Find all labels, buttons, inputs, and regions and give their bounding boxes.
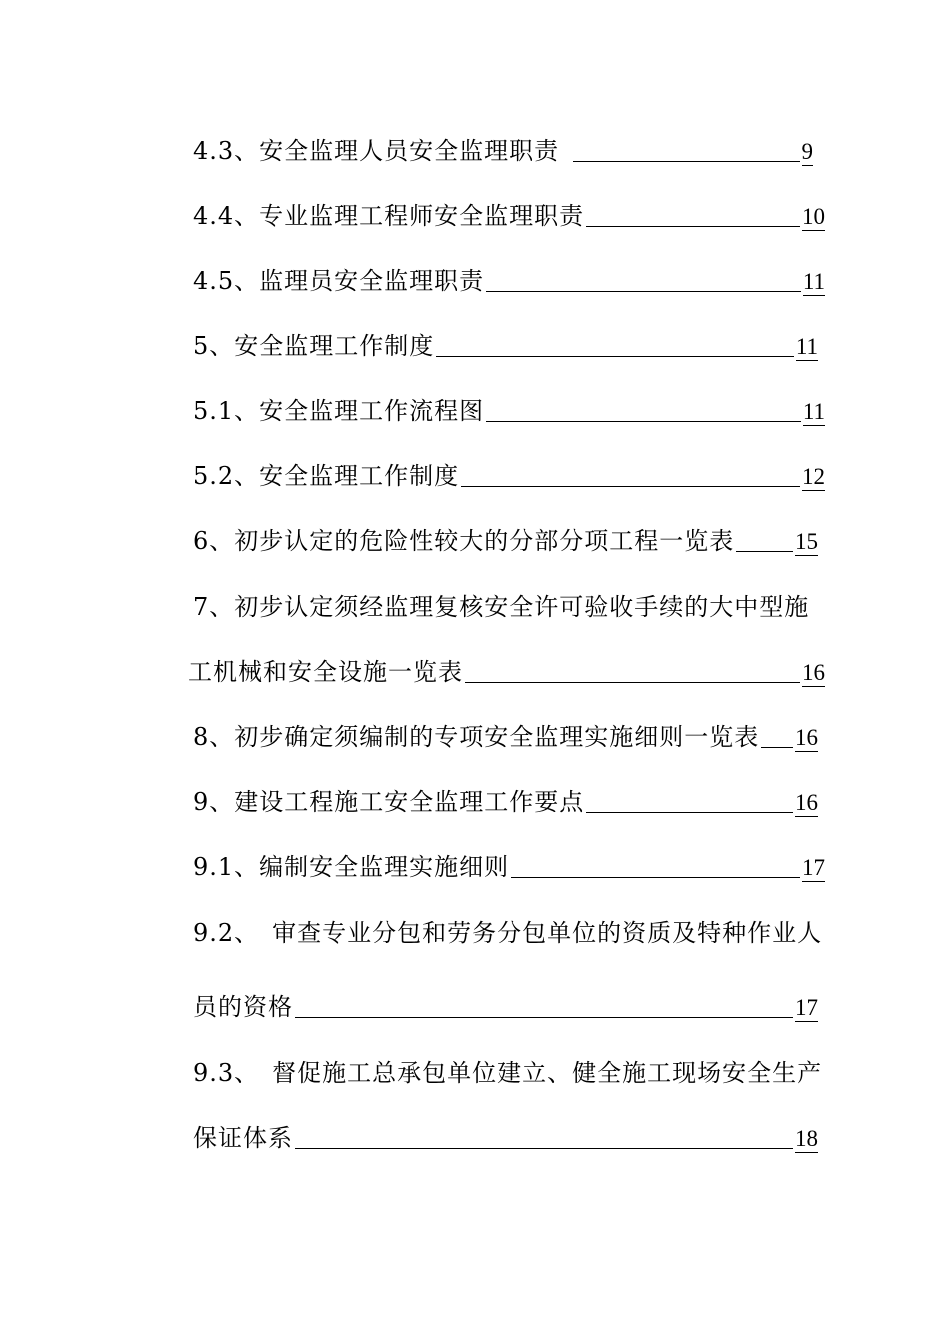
toc-entry-title-line1[interactable]: 9.3、 督促施工总承包单位建立、健全施工现场安全生产 <box>193 1059 823 1087</box>
toc-page-number: 16 <box>802 660 825 685</box>
toc-entry[interactable] <box>193 461 825 491</box>
toc-leader-line <box>586 812 793 813</box>
toc-entry[interactable] <box>193 331 818 361</box>
toc-page-number: 15 <box>795 529 818 554</box>
toc-entry[interactable] <box>193 787 818 817</box>
toc-page-number: 16 <box>795 790 818 815</box>
toc-entry[interactable] <box>193 396 825 426</box>
toc-entry-title: 5.1、安全监理工作流程图 <box>193 397 485 425</box>
toc-entry[interactable] <box>188 657 825 687</box>
toc-entry-title-line1[interactable]: 9.2、 审查专业分包和劳务分包单位的资质及特种作业人 <box>193 919 823 947</box>
toc-page-number: 11 <box>802 399 825 424</box>
toc-page-number: 17 <box>802 855 825 880</box>
toc-page-number: 17 <box>795 995 818 1020</box>
toc-leader-line <box>295 1017 793 1018</box>
toc-leader-line <box>486 421 801 422</box>
toc-entry-title: 4.3、安全监理人员安全监理职责 <box>193 137 560 165</box>
toc-entry[interactable] <box>193 201 825 231</box>
toc-page-number: 11 <box>795 334 818 359</box>
toc-leader-line <box>436 356 794 357</box>
toc-entry-title: 9、建设工程施工安全监理工作要点 <box>193 788 585 816</box>
toc-entry-title: 8、初步确定须编制的专项安全监理实施细则一览表 <box>193 723 760 751</box>
toc-entry-title: 9.1、编制安全监理实施细则 <box>193 853 510 881</box>
toc-entry-title: 4.5、监理员安全监理职责 <box>193 267 485 295</box>
toc-page-number: 18 <box>795 1126 818 1151</box>
toc-page-number: 10 <box>802 204 825 229</box>
toc-entry[interactable] <box>193 852 825 882</box>
toc-entry-title-line2: 保证体系 <box>193 1124 293 1152</box>
toc-leader-line <box>761 747 793 748</box>
toc-leader-line <box>573 161 799 162</box>
toc-entry[interactable] <box>193 526 818 556</box>
toc-page-number: 11 <box>802 269 825 294</box>
toc-leader-line <box>465 682 800 683</box>
toc-entry[interactable] <box>193 1123 818 1153</box>
toc-entry-title-line2: 工机械和安全设施一览表 <box>188 658 463 686</box>
toc-entry-title: 4.4、专业监理工程师安全监理职责 <box>193 202 585 230</box>
toc-entry-title: 6、初步认定的危险性较大的分部分项工程一览表 <box>193 527 735 555</box>
toc-leader-line <box>461 486 800 487</box>
toc-entry[interactable] <box>193 722 818 752</box>
toc-entry-title: 5.2、安全监理工作制度 <box>193 462 460 490</box>
toc-entry-title: 5、安全监理工作制度 <box>193 332 435 360</box>
toc-entry[interactable] <box>193 992 818 1022</box>
toc-leader-line <box>586 226 800 227</box>
toc-page-number: 9 <box>801 139 813 164</box>
toc-entry[interactable] <box>193 266 825 296</box>
toc-entry-title-line2: 员的资格 <box>193 993 293 1021</box>
toc-page-number: 12 <box>802 464 825 489</box>
toc-entry-title-line1[interactable]: 7、初步认定须经监理复核安全许可验收手续的大中型施 <box>193 593 810 621</box>
toc-leader-line <box>511 877 800 878</box>
toc-entry[interactable] <box>193 136 813 166</box>
toc-page-number: 16 <box>795 725 818 750</box>
toc-leader-line <box>486 291 801 292</box>
toc-leader-line <box>295 1148 793 1149</box>
toc-leader-line <box>736 551 793 552</box>
